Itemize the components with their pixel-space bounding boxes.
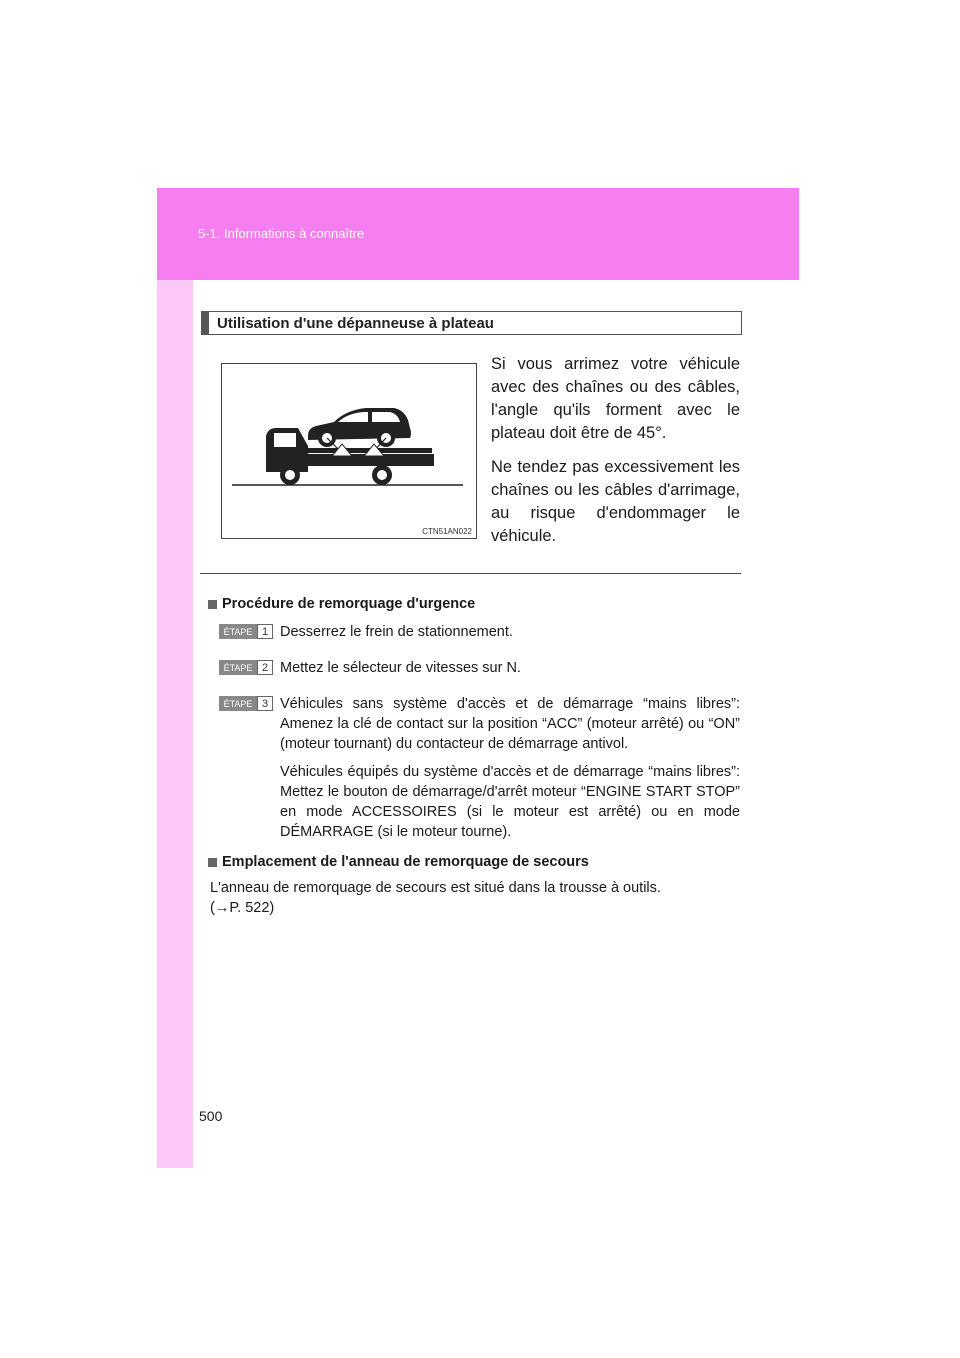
emergency-heading	[208, 594, 740, 614]
step-number: 2	[257, 660, 273, 675]
step-number: 3	[257, 696, 273, 711]
side-band	[157, 280, 193, 1168]
step-label: ÉTAPE	[219, 696, 257, 711]
step-item	[208, 694, 740, 850]
title-marker	[202, 312, 209, 334]
step-badge	[219, 696, 273, 711]
section-title: Utilisation d'une dépanneuse à plateau	[217, 314, 494, 332]
main-content	[208, 594, 740, 918]
step-badge	[219, 624, 273, 639]
step-text	[280, 694, 740, 850]
ring-heading	[208, 852, 740, 872]
step-text	[280, 622, 740, 650]
side-text	[491, 353, 740, 559]
divider-rule	[200, 573, 741, 574]
ring-text: L'anneau de remorquage de secours est situé dans la trousse à outils.	[210, 880, 661, 896]
ring-heading-text: Emplacement de l'anneau de remorquage de secours	[222, 854, 589, 870]
step-label: ÉTAPE	[219, 624, 257, 639]
step-badge	[219, 660, 273, 675]
tow-truck-figure	[221, 363, 477, 539]
side-paragraph: Si vous arrimez votre véhicule avec des chaînes ou des câbles, l'angle qu'ils forment avec le plateau doit être de 45°.	[491, 355, 740, 442]
figure-code: CTN51AN022	[422, 527, 472, 536]
square-bullet-icon	[208, 600, 217, 609]
step-paragraph: Mettez le sélecteur de vitesses sur N.	[280, 660, 521, 676]
step-paragraph: Véhicules sans système d'accès et de démarrage “mains libres”: Amenez la clé de contact sur la position “ACC” (moteur arrêté) ou “ON” (moteur tournant) du contacteur de démarrage antivol.	[280, 696, 740, 752]
section-label: 5-1. Informations à connaître	[198, 226, 365, 241]
step-text	[280, 658, 740, 686]
section-title-box	[201, 311, 742, 335]
step-paragraph: Véhicules équipés du système d'accès et de démarrage “mains libres”: Mettez le bouton de démarrage/d'arrêt moteur “ENGINE START STOP” en mode ACCESSOIRES (si le moteur est arrêté) ou en mode DÉMARRAGE (si le moteur tourne).	[280, 764, 740, 840]
square-bullet-icon	[208, 858, 217, 867]
page-number: 500	[199, 1108, 223, 1124]
step-item	[208, 622, 740, 650]
side-paragraph: Ne tendez pas excessivement les chaînes ou les câbles d'arrimage, au risque d'endommager le véhicule.	[491, 458, 740, 545]
flatbed-truck-illustration	[222, 364, 476, 538]
step-item	[208, 658, 740, 686]
page-reference: (→P. 522)	[210, 900, 275, 916]
emergency-heading-text: Procédure de remorquage d'urgence	[222, 596, 476, 612]
step-label: ÉTAPE	[219, 660, 257, 675]
step-paragraph: Desserrez le frein de stationnement.	[280, 624, 513, 640]
step-number: 1	[257, 624, 273, 639]
